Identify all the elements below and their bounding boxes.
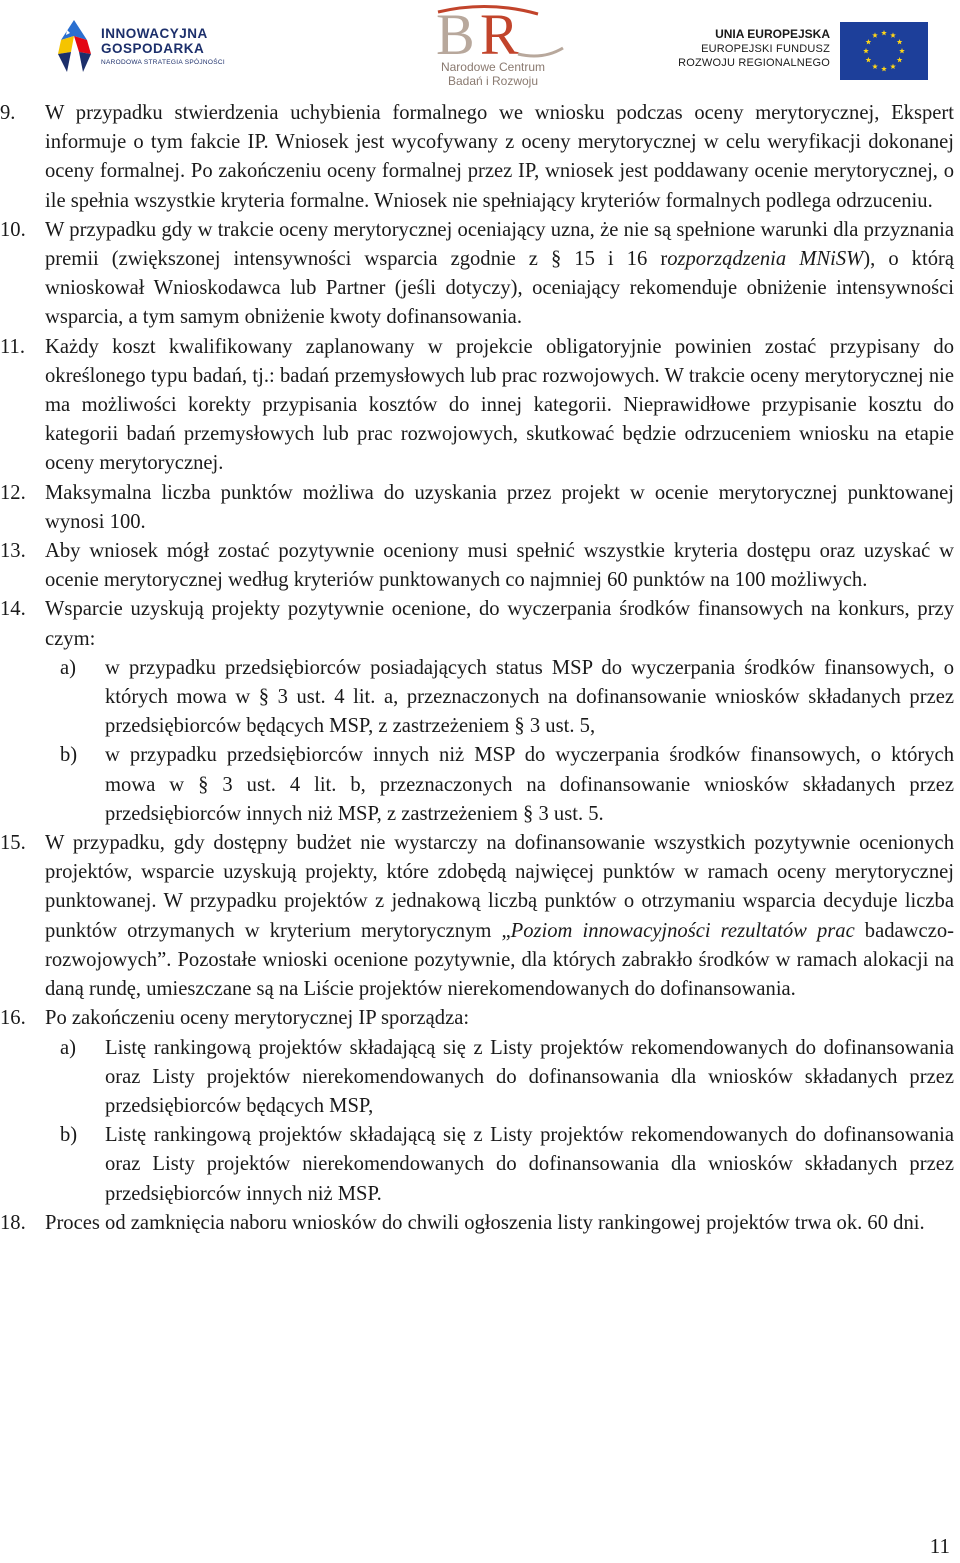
sub-list-item — [0, 1121, 960, 1209]
sub-item-text: Listę rankingową projektów składającą się z Listy projektów rekomendowanych do dofinansowania oraz Listy projektów nierekomendowanych do dofinansowania dla wniosków składanych przez przedsiębiorców innych niż MSP. — [105, 1124, 954, 1205]
logo-right-line3: ROZWOJU REGIONALNEGO — [678, 57, 830, 69]
list-item — [0, 99, 960, 216]
list-item — [0, 595, 960, 653]
logo-right-line2: EUROPEJSKI FUNDUSZ — [701, 43, 830, 55]
svg-text:B: B — [436, 4, 475, 60]
logo-right-line1: UNIA EUROPEJSKA — [715, 27, 830, 41]
item-text: Maksymalna liczba punktów możliwa do uzyskania przez projekt w ocenie merytorycznej punktowanej wynosi 100. — [45, 481, 954, 533]
item-text: W przypadku stwierdzenia uchybienia formalnego we wniosku podczas oceny merytorycznej, Ekspert informuje o tym fakcie IP. Wniosek jest wycofywany z oceny merytorycznej w celu weryfikacji dokonanej oceny formalnej. Po zakończeniu oceny formalnej przez IP, wniosek jest poddawany ocenie merytorycznej, o ile spełnia wszystkie kryteria formalne. Wniosek nie spełniający kryteriów formalnych podlega odrzuceniu. — [45, 102, 954, 212]
item-text: Wsparcie uzyskują projekty pozytywnie ocenione, do wyczerpania środków finansowych na konkurs, przy czym: — [45, 598, 954, 650]
item-text: Każdy koszt kwalifikowany zaplanowany w projekcie obligatoryjnie powinien zostać przypisany do określonego typu badań, tj.: badań przemysłowych lub prac rozwojowych. W trakcie oceny merytorycznej nie ma możliwości korekty przypisania kosztów do innej kategorii. Nieprawidłowe przypisanie kosztu do kategorii badań przemysłowych lub prac rozwojowych, skutkować będzie odrzuceniem wniosku na etapie oceny merytorycznej. — [45, 335, 954, 475]
eu-logo — [680, 20, 930, 80]
eu-flag-icon — [840, 22, 928, 80]
sub-item-letter: a) — [60, 656, 76, 679]
logo-center-line1: Narodowe Centrum — [440, 60, 546, 74]
logo-left-line1: INNOWACYJNA — [101, 26, 208, 41]
page-number: 11 — [929, 1534, 950, 1558]
list-item — [0, 216, 960, 333]
list-item — [0, 479, 960, 537]
list-item — [0, 1004, 960, 1033]
item-number: 9. — [0, 102, 16, 124]
item-number: 11. — [0, 335, 25, 358]
sub-item-text: w przypadku przedsiębiorców posiadających status MSP do wyczerpania środków finansowych, o których mowa w § 3 ust. 4 lit. a, przeznaczonych na dofinansowanie wniosków składanych przez przedsiębiorców będących MSP, z zastrzeżeniem § 3 ust. 5, — [105, 656, 954, 738]
sub-list-item — [0, 1034, 960, 1122]
logo-center-line2: Badań i Rozwoju — [447, 74, 539, 88]
item-text: Aby wniosek mógł zostać pozytywnie oceniony musi spełnić wszystkie kryteria dostępu oraz uzyskać w ocenie merytorycznej według kryteriów punktowanych co najmniej 60 punktów na 100 możliwych. — [45, 540, 954, 592]
item-text: Proces od zamknięcia naboru wniosków do chwili ogłoszenia listy rankingowej projektów trwa ok. 60 dni. — [45, 1211, 925, 1234]
item-text: W przypadku gdy w trakcie oceny merytorycznej oceniający uzna, że nie są spełnione warunki dla przyznania premii (zwiększonej intensywności wsparcia zgodnie z § 15 i 16 rozporządzenia MNiSW), o którą wnioskował Wnioskodawca lub Partner (jeśli dotyczy), oceniający rekomenduje obniżenie intensywności wsparcia, a tym samym obniżenie kwoty dofinansowania. — [45, 218, 954, 329]
list-item — [0, 333, 960, 479]
item-number: 14. — [0, 598, 26, 621]
innowacyjna-gospodarka-emblem-icon — [55, 18, 93, 74]
list-item — [0, 537, 960, 595]
sub-item-text: Listę rankingową projektów składającą się z Listy projektów rekomendowanych do dofinansowania oraz Listy projektów nierekomendowanych do dofinansowania dla wniosków składanych przez przedsiębiorców będących MSP, — [105, 1036, 954, 1117]
item-number: 18. — [0, 1211, 26, 1234]
ncbr-logo — [413, 4, 573, 94]
item-number: 13. — [0, 540, 26, 563]
sub-list-item — [0, 654, 960, 742]
sub-item-text: w przypadku przedsiębiorców innych niż MSP do wyczerpania środków finansowych, o których mowa w § 3 ust. 4 lit. b, przeznaczonych na dofinansowanie wniosków składanych przez przedsiębiorców innych niż MSP, z zastrzeżeniem § 3 ust. 5. — [105, 744, 954, 825]
document-body — [0, 99, 960, 1238]
sub-list-item — [0, 741, 960, 829]
logo-left-line3: NARODOWA STRATEGIA SPÓJNOŚCI — [101, 59, 225, 66]
item-number: 12. — [0, 481, 26, 504]
sub-item-letter: a) — [60, 1036, 76, 1059]
svg-text:R: R — [480, 4, 519, 60]
item-text: Po zakończeniu oceny merytorycznej IP sporządza: — [45, 1007, 470, 1030]
sub-item-letter: b) — [60, 744, 78, 767]
page-header — [0, 0, 960, 96]
item-number: 16. — [0, 1007, 26, 1030]
list-item — [0, 1209, 960, 1238]
innowacyjna-gospodarka-logo — [55, 14, 240, 78]
item-number: 15. — [0, 832, 26, 855]
ncbr-br-monogram-icon — [418, 4, 568, 60]
item-number: 10. — [0, 218, 26, 241]
item-text: W przypadku, gdy dostępny budżet nie wystarczy na dofinansowanie wszystkich pozytywnie ocenionych projektów, wsparcie uzyskują projekty, które zdobędą najwięcej punktów w ramach oceny merytorycznej punktowanej. W przypadku projektów z jednakową liczbą punktów o otrzymaniu wsparcia decyduje liczba punktów otrzymanych w kryterium merytorycznym „Poziom innowacyjności rezultatów prac badawczo-rozwojowych”. Pozostałe wnioski ocenione pozytywnie, dla których zabrakło środków w ramach alokacji na daną rundę, umieszczane są na Liście projektów nierekomendowanych do dofinansowania. — [45, 832, 954, 1001]
list-item — [0, 829, 960, 1004]
sub-item-letter: b) — [60, 1124, 78, 1147]
logo-left-line2: GOSPODARKA — [101, 41, 205, 56]
